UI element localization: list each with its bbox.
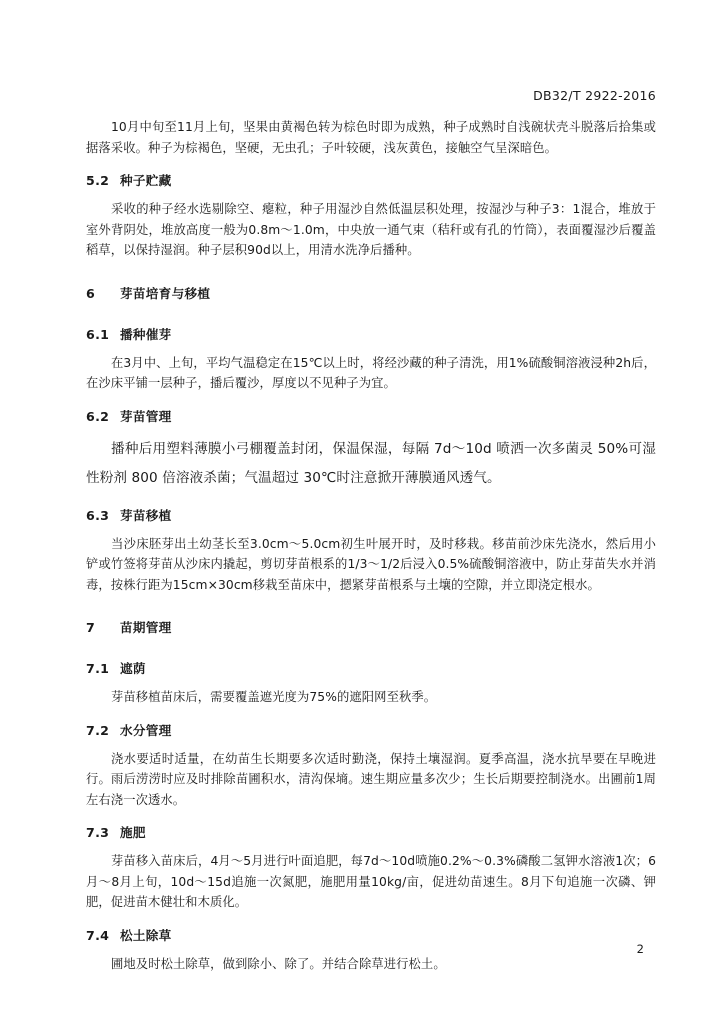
document-code: DB32/T 2922-2016 — [533, 88, 656, 103]
heading-title: 芽苗管理 — [120, 408, 172, 424]
heading-title: 遮荫 — [120, 661, 146, 676]
heading-number: 7 — [86, 620, 96, 635]
page-number: 2 — [636, 942, 644, 956]
heading-number: 6.2 — [86, 408, 110, 424]
paragraph-sowing: 在3月中、上旬，平均气温稳定在15℃以上时，将经沙藏的种子清洗，用1%硫酸铜溶液浸种2h后，在沙床平铺一层种子，播后覆沙，厚度以不见种子为宜。 — [86, 355, 656, 390]
heading-number: 7.4 — [86, 927, 110, 943]
heading-number: 7.1 — [86, 661, 110, 676]
heading-7-1 — [86, 658, 656, 677]
heading-7-3 — [86, 822, 656, 841]
paragraph-fertilization: 芽苗移入苗床后，4月～5月进行叶面追肥，每7d～10d喷施0.2%～0.3%磷酸二氢钾水溶液1次；6月～8月上旬，10d～15d追施一次氮肥，施肥用量10kg/亩，促进幼苗速生。8月下旬追施一次磷、钾肥，促进苗木健壮和木质化。 — [86, 854, 656, 909]
paragraph-sprout-management: 播种后用塑料薄膜小弓棚覆盖封闭，保温保湿，每隔 7d～10d 喷洒一次多菌灵 50%可湿性粉剂 800 倍溶液杀菌；气温超过 30℃时注意掀开薄膜通风透气。 — [86, 440, 656, 486]
heading-title: 种子贮藏 — [120, 173, 172, 188]
heading-number: 6 — [86, 285, 96, 301]
heading-6 — [86, 283, 656, 302]
heading-title: 苗期管理 — [120, 620, 172, 635]
paragraph-weeding: 圃地及时松土除草，做到除小、除了。并结合除草进行松土。 — [111, 956, 446, 971]
heading-number: 6.1 — [86, 326, 110, 342]
heading-title: 播种催芽 — [120, 326, 172, 342]
paragraph-water-management: 浇水要适时适量，在幼苗生长期要多次适时勤浇，保持土壤湿润。夏季高温，浇水抗旱要在早晚进行。雨后涝涝时应及时排除苗圃积水，清沟保墒。速生期应量多次少；生长后期要控制浇水。出圃前1周左右浇一次透水。 — [86, 751, 656, 807]
heading-number: 5.2 — [86, 173, 110, 188]
heading-title: 松土除草 — [120, 927, 172, 943]
heading-6-1 — [86, 324, 656, 343]
heading-number: 7.2 — [86, 722, 110, 738]
heading-number: 6.3 — [86, 507, 110, 523]
heading-7-4 — [86, 925, 656, 944]
heading-title: 水分管理 — [120, 722, 172, 738]
paragraph-transplanting: 当沙床胚芽出土幼茎长至3.0cm～5.0cm初生叶展开时，及时移栽。移苗前沙床先浇水，然后用小铲或竹签将芽苗从沙床内撬起，剪切芽苗根系的1/3～1/2后浸入0.5%硫酸铜溶液中，防止芽苗失水并消毒，按株行距为15cm×30cm移栽至苗床中，摁紧芽苗根系与土壤的空隙，并立即浇定根水。 — [86, 536, 656, 592]
paragraph-seed-storage: 采收的种子经水选剔除空、瘪粒，种子用湿沙自然低温层积处理，按湿沙与种子3：1混合，堆放于室外背阴处，堆放高度一般为0.8m～1.0m，中央放一通气束（秸秆或有孔的竹筒），表面覆湿沙后覆盖稻草，以保持湿润。种子层积90d以上，用清水洗净后播种。 — [86, 202, 656, 257]
heading-6-2 — [86, 406, 656, 425]
heading-title: 芽苗培育与移植 — [120, 285, 211, 301]
heading-7 — [86, 617, 656, 636]
heading-title: 施肥 — [120, 825, 146, 840]
heading-title: 芽苗移植 — [120, 507, 172, 523]
paragraph-seed-harvest: 10月中旬至11月上旬，坚果由黄褐色转为棕色时即为成熟，种子成熟时自浅碗状壳斗脱落后拾集或据落采收。种子为棕褐色，坚硬，无虫孔；子叶较硬，浅灰黄色，接触空气呈深暗色。 — [86, 120, 656, 155]
heading-5-2 — [86, 170, 656, 189]
heading-7-2 — [86, 720, 656, 739]
paragraph-shading: 芽苗移植苗床后，需要覆盖遮光度为75%的遮阳网至秋季。 — [111, 690, 437, 704]
heading-number: 7.3 — [86, 825, 110, 840]
document-body — [86, 117, 656, 974]
heading-6-3 — [86, 505, 656, 524]
